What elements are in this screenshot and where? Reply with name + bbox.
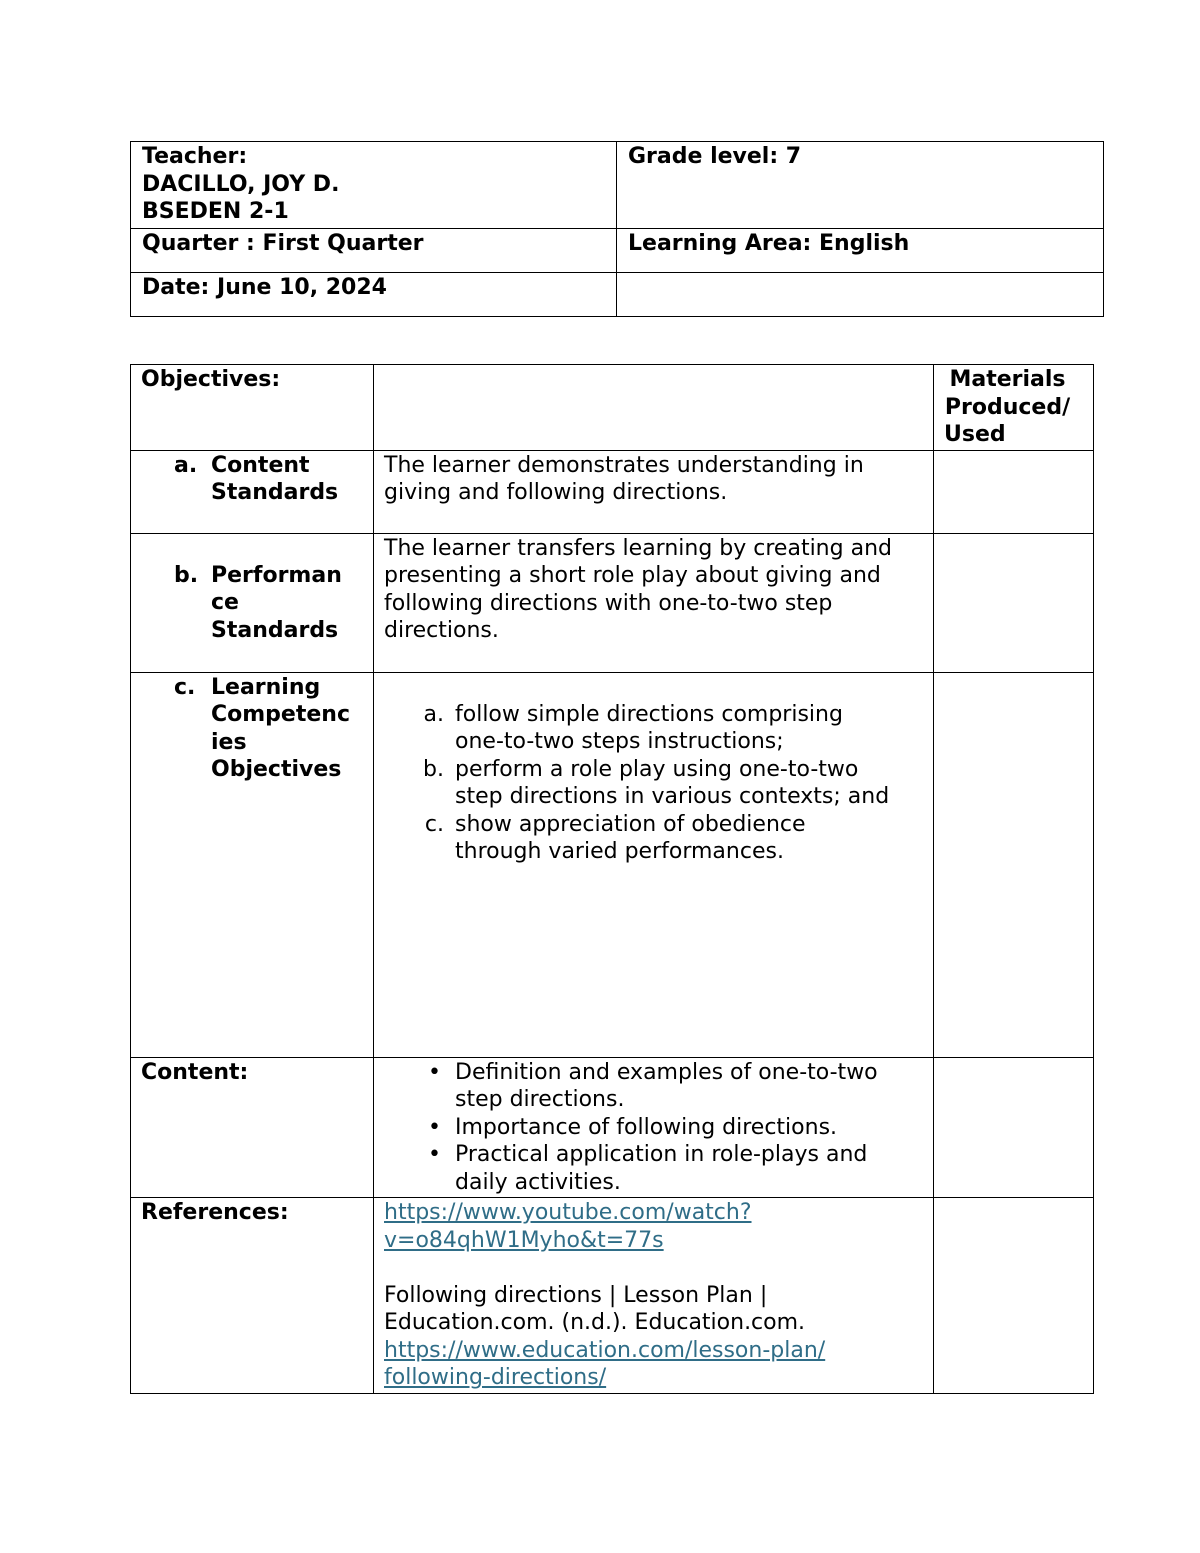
table-row xyxy=(131,1198,1094,1394)
materials-label-3: Used xyxy=(944,422,1006,447)
learning-competencies-letter: c. xyxy=(174,674,196,700)
list-item-line: daily activities. xyxy=(455,1169,621,1195)
content-standards-label-cell xyxy=(131,450,374,533)
content-list xyxy=(384,1059,923,1197)
empty-cell xyxy=(617,273,1104,317)
teacher-cell xyxy=(131,142,617,229)
citation-line-1: Following directions | Lesson Plan | xyxy=(384,1282,768,1308)
teacher-label: Teacher: xyxy=(142,144,248,169)
learning-competencies-label-2: Competenc xyxy=(211,702,350,727)
list-item-line: perform a role play using one-to-two xyxy=(455,756,859,782)
bullet-icon: • xyxy=(428,1142,441,1167)
lesson-plan-table xyxy=(130,364,1094,1394)
education-link-line-1[interactable]: https://www.education.com/lesson-plan/ xyxy=(384,1337,826,1363)
citation-line-2: Education.com. (n.d.). Education.com. xyxy=(384,1310,806,1335)
materials-cell xyxy=(934,450,1094,533)
bullet-icon: • xyxy=(428,1114,441,1140)
date-cell xyxy=(131,273,617,317)
table-row xyxy=(131,450,1094,533)
list-item-line: Definition and examples of one-to-two xyxy=(455,1059,878,1085)
materials-label-2: Produced/ xyxy=(944,394,1071,420)
grade-level: Grade level: 7 xyxy=(628,144,802,169)
list-item-line: step directions in various contexts; and xyxy=(455,784,890,809)
learning-competencies-label-cell xyxy=(131,672,374,1057)
youtube-link-line-1[interactable]: https://www.youtube.com/watch? xyxy=(384,1200,752,1225)
table-row xyxy=(131,1057,1094,1198)
performance-standards-label-cell xyxy=(131,533,374,672)
list-marker: a. xyxy=(423,701,444,727)
objectives-cell xyxy=(131,365,374,451)
list-item-line: Importance of following directions. xyxy=(455,1114,838,1140)
list-marker: b. xyxy=(423,756,444,782)
performance-standards-text-cell xyxy=(374,533,934,672)
performance-standards-label-3: Standards xyxy=(211,617,339,643)
content-label: Content: xyxy=(141,1059,249,1085)
objectives-empty-cell xyxy=(374,365,934,451)
grade-level-cell xyxy=(617,142,1104,229)
references-label: References: xyxy=(141,1200,289,1225)
list-item-line: show appreciation of obedience xyxy=(455,811,806,837)
materials-cell xyxy=(934,1057,1094,1198)
learning-area: Learning Area: English xyxy=(628,231,910,256)
list-item-line: step directions. xyxy=(455,1087,625,1112)
education-reference-link[interactable] xyxy=(384,1337,923,1392)
header-table xyxy=(130,141,1104,317)
content-standards-label-1: Content xyxy=(211,452,310,478)
list-item-line: through varied performances. xyxy=(455,839,784,864)
education-link-line-2[interactable]: following-directions/ xyxy=(384,1365,607,1390)
list-item xyxy=(384,1059,923,1114)
content-standards-text-cell xyxy=(374,450,934,533)
objectives-label: Objectives: xyxy=(141,367,281,392)
performance-standards-letter: b. xyxy=(174,562,199,588)
list-item xyxy=(384,756,923,811)
content-standards-label-2: Standards xyxy=(211,480,339,505)
list-item xyxy=(384,701,923,756)
performance-standards-text: The learner transfers learning by creating and presenting a short role play about giving and following directions with one-to-two step directions. xyxy=(384,535,892,643)
teacher-section: BSEDEN 2-1 xyxy=(142,199,289,224)
list-item-line: follow simple directions comprising xyxy=(455,701,843,727)
competencies-list xyxy=(384,701,923,866)
list-item xyxy=(384,811,923,866)
learning-competencies-list-cell xyxy=(374,672,934,1057)
content-standards-text: The learner demonstrates understanding in giving and following directions. xyxy=(384,452,864,505)
bullet-icon: • xyxy=(428,1059,441,1085)
youtube-link-line-2[interactable]: v=o84qhW1Myho&t=77s xyxy=(384,1227,664,1253)
content-list-cell xyxy=(374,1057,934,1198)
content-standards-letter: a. xyxy=(174,452,198,478)
learning-competencies-label-3: ies xyxy=(211,729,247,755)
table-row xyxy=(131,365,1094,451)
teacher-name: DACILLO, JOY D. xyxy=(142,171,340,197)
quarter-cell xyxy=(131,229,617,273)
list-marker: c. xyxy=(424,811,444,837)
date: Date: June 10, 2024 xyxy=(142,275,387,300)
list-item-line: one-to-two steps instructions; xyxy=(455,729,784,754)
materials-cell xyxy=(934,1198,1094,1394)
performance-standards-label-1: Performan xyxy=(211,562,342,588)
table-row xyxy=(131,672,1094,1057)
learning-competencies-label-4: Objectives xyxy=(211,757,342,782)
performance-standards-label-2: ce xyxy=(211,590,239,615)
youtube-reference-link[interactable] xyxy=(384,1199,923,1254)
quarter: Quarter : First Quarter xyxy=(142,231,424,256)
materials-header-cell xyxy=(934,365,1094,451)
table-row xyxy=(131,533,1094,672)
list-item xyxy=(384,1114,923,1142)
learning-area-cell xyxy=(617,229,1104,273)
materials-cell xyxy=(934,672,1094,1057)
list-item-line: Practical application in role-plays and xyxy=(455,1142,868,1167)
references-cell xyxy=(374,1198,934,1394)
materials-label-1: Materials xyxy=(949,367,1066,392)
learning-competencies-label-1: Learning xyxy=(211,674,321,700)
references-label-cell xyxy=(131,1198,374,1394)
content-label-cell xyxy=(131,1057,374,1198)
materials-cell xyxy=(934,533,1094,672)
list-item xyxy=(384,1141,923,1196)
